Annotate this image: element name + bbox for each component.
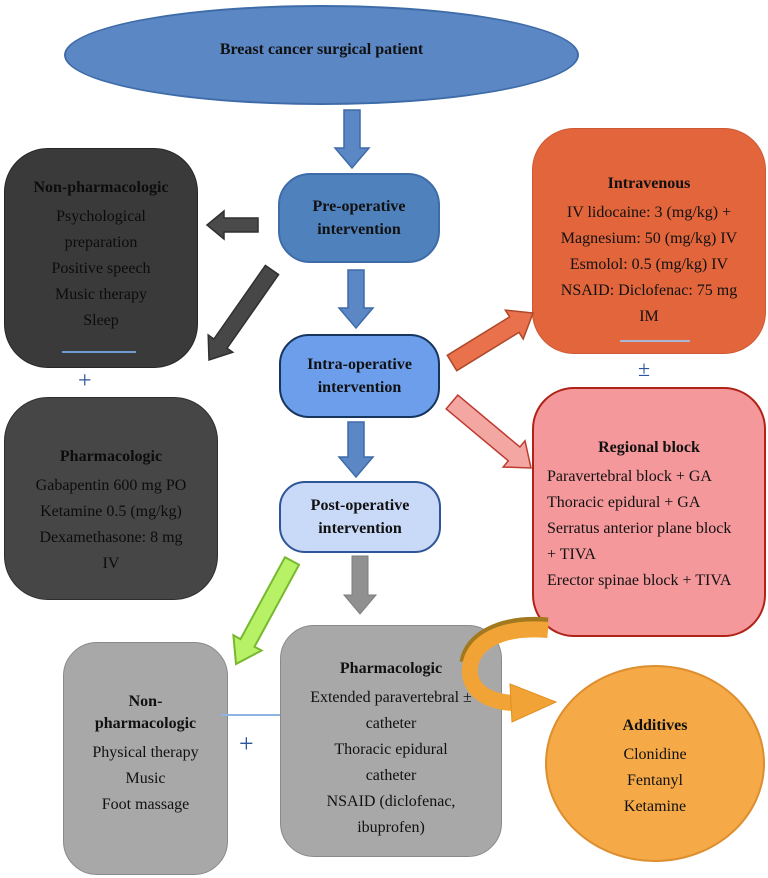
divider-line [221, 714, 281, 716]
arrow-intraop-to-postop [339, 422, 373, 477]
node-breast-cancer-surgical-patient [64, 5, 579, 105]
node-title: Non-pharmacologic [94, 693, 197, 732]
node-body [547, 742, 763, 820]
text-line: catheter [365, 767, 417, 784]
text-line: Thoracic epidural + GA [547, 494, 701, 511]
node-title: Breast cancer surgical patient [219, 41, 424, 58]
node-body [5, 204, 197, 334]
node-intravenous [532, 128, 766, 354]
text-line: Music [125, 770, 166, 787]
text-line: Esmolol: 0.5 (mg/kg) IV [569, 256, 729, 273]
divider-line [62, 351, 136, 353]
node-preop-non-pharmacologic [4, 148, 198, 368]
text-line: IM [639, 308, 659, 325]
node-title: Intravenous [607, 175, 691, 192]
text-line: IV lidocaine: 3 (mg/kg) + [566, 204, 732, 221]
node-body [281, 685, 501, 841]
text-line: Positive speech [51, 260, 151, 277]
arrow-preop-to-pharm [208, 265, 278, 360]
text-line: Foot massage [101, 796, 190, 813]
arrow-preop-to-nonpharm [207, 211, 258, 239]
text-line: Physical therapy [92, 744, 199, 761]
node-body [533, 200, 765, 330]
text-line: ibuprofen) [357, 819, 425, 836]
arrow-postop-to-pharm [344, 556, 376, 614]
node-pre-operative-intervention [278, 173, 440, 263]
plus-operator-left: + [78, 368, 92, 394]
node-post-operative-intervention [279, 481, 441, 553]
node-title: Non-pharmacologic [33, 179, 169, 196]
text-line: Ketamine [623, 798, 687, 815]
text-line: NSAID (diclofenac, [326, 793, 456, 810]
text-line: Magnesium: 50 (mg/kg) IV [560, 230, 738, 247]
text-line: catheter [365, 715, 417, 732]
text-line: IV [102, 555, 120, 572]
arrow-preop-to-intraop [339, 270, 373, 328]
node-postop-non-pharmacologic [63, 642, 228, 875]
node-title: Pharmacologic [339, 660, 443, 677]
text-line: Erector spinae block + TIVA [547, 572, 732, 589]
text-line: Fentanyl [627, 772, 683, 789]
node-title: Additives [622, 717, 688, 734]
plus-minus-operator: ± [638, 356, 651, 381]
text-line: Music therapy [55, 286, 147, 303]
text-line: Paravertebral block + GA [547, 468, 712, 485]
node-regional-block [532, 387, 766, 637]
text-line: Serratus anterior plane block [547, 520, 732, 537]
text-line: + TIVA [547, 546, 596, 563]
node-additives [545, 665, 765, 862]
node-title: Regional block [598, 439, 700, 456]
divider-line [620, 340, 690, 342]
text-line: Dexamethasone: 8 mg [39, 529, 183, 546]
text-line: Clonidine [623, 746, 687, 763]
node-body [64, 740, 227, 818]
text-line: Sleep [83, 312, 119, 329]
node-title: Pharmacologic [59, 448, 163, 465]
node-postop-pharmacologic [280, 625, 502, 857]
arrow-root-to-preop [335, 110, 369, 168]
node-title: Post-operative intervention [310, 497, 410, 537]
text-line: Ketamine 0.5 (mg/kg) [40, 503, 182, 520]
text-line: Gabapentin 600 mg PO [35, 477, 187, 494]
node-title: Pre-operative intervention [312, 198, 406, 238]
arrow-intraop-to-intravenous [447, 310, 533, 371]
node-preop-pharmacologic [4, 397, 218, 600]
node-title: Intra-operative intervention [307, 356, 412, 396]
arrow-intraop-to-regional [446, 395, 531, 468]
text-line: NSAID: Diclofenac: 75 mg [560, 282, 738, 299]
plus-operator-bottom: + [239, 729, 254, 758]
text-line: Extended paravertebral ± [310, 689, 472, 706]
node-body [534, 464, 764, 594]
text-line: preparation [64, 234, 138, 251]
text-line: Thoracic epidural [334, 741, 448, 758]
node-intra-operative-intervention [279, 334, 440, 418]
text-line: Psychological [56, 208, 146, 225]
node-body [5, 473, 217, 577]
